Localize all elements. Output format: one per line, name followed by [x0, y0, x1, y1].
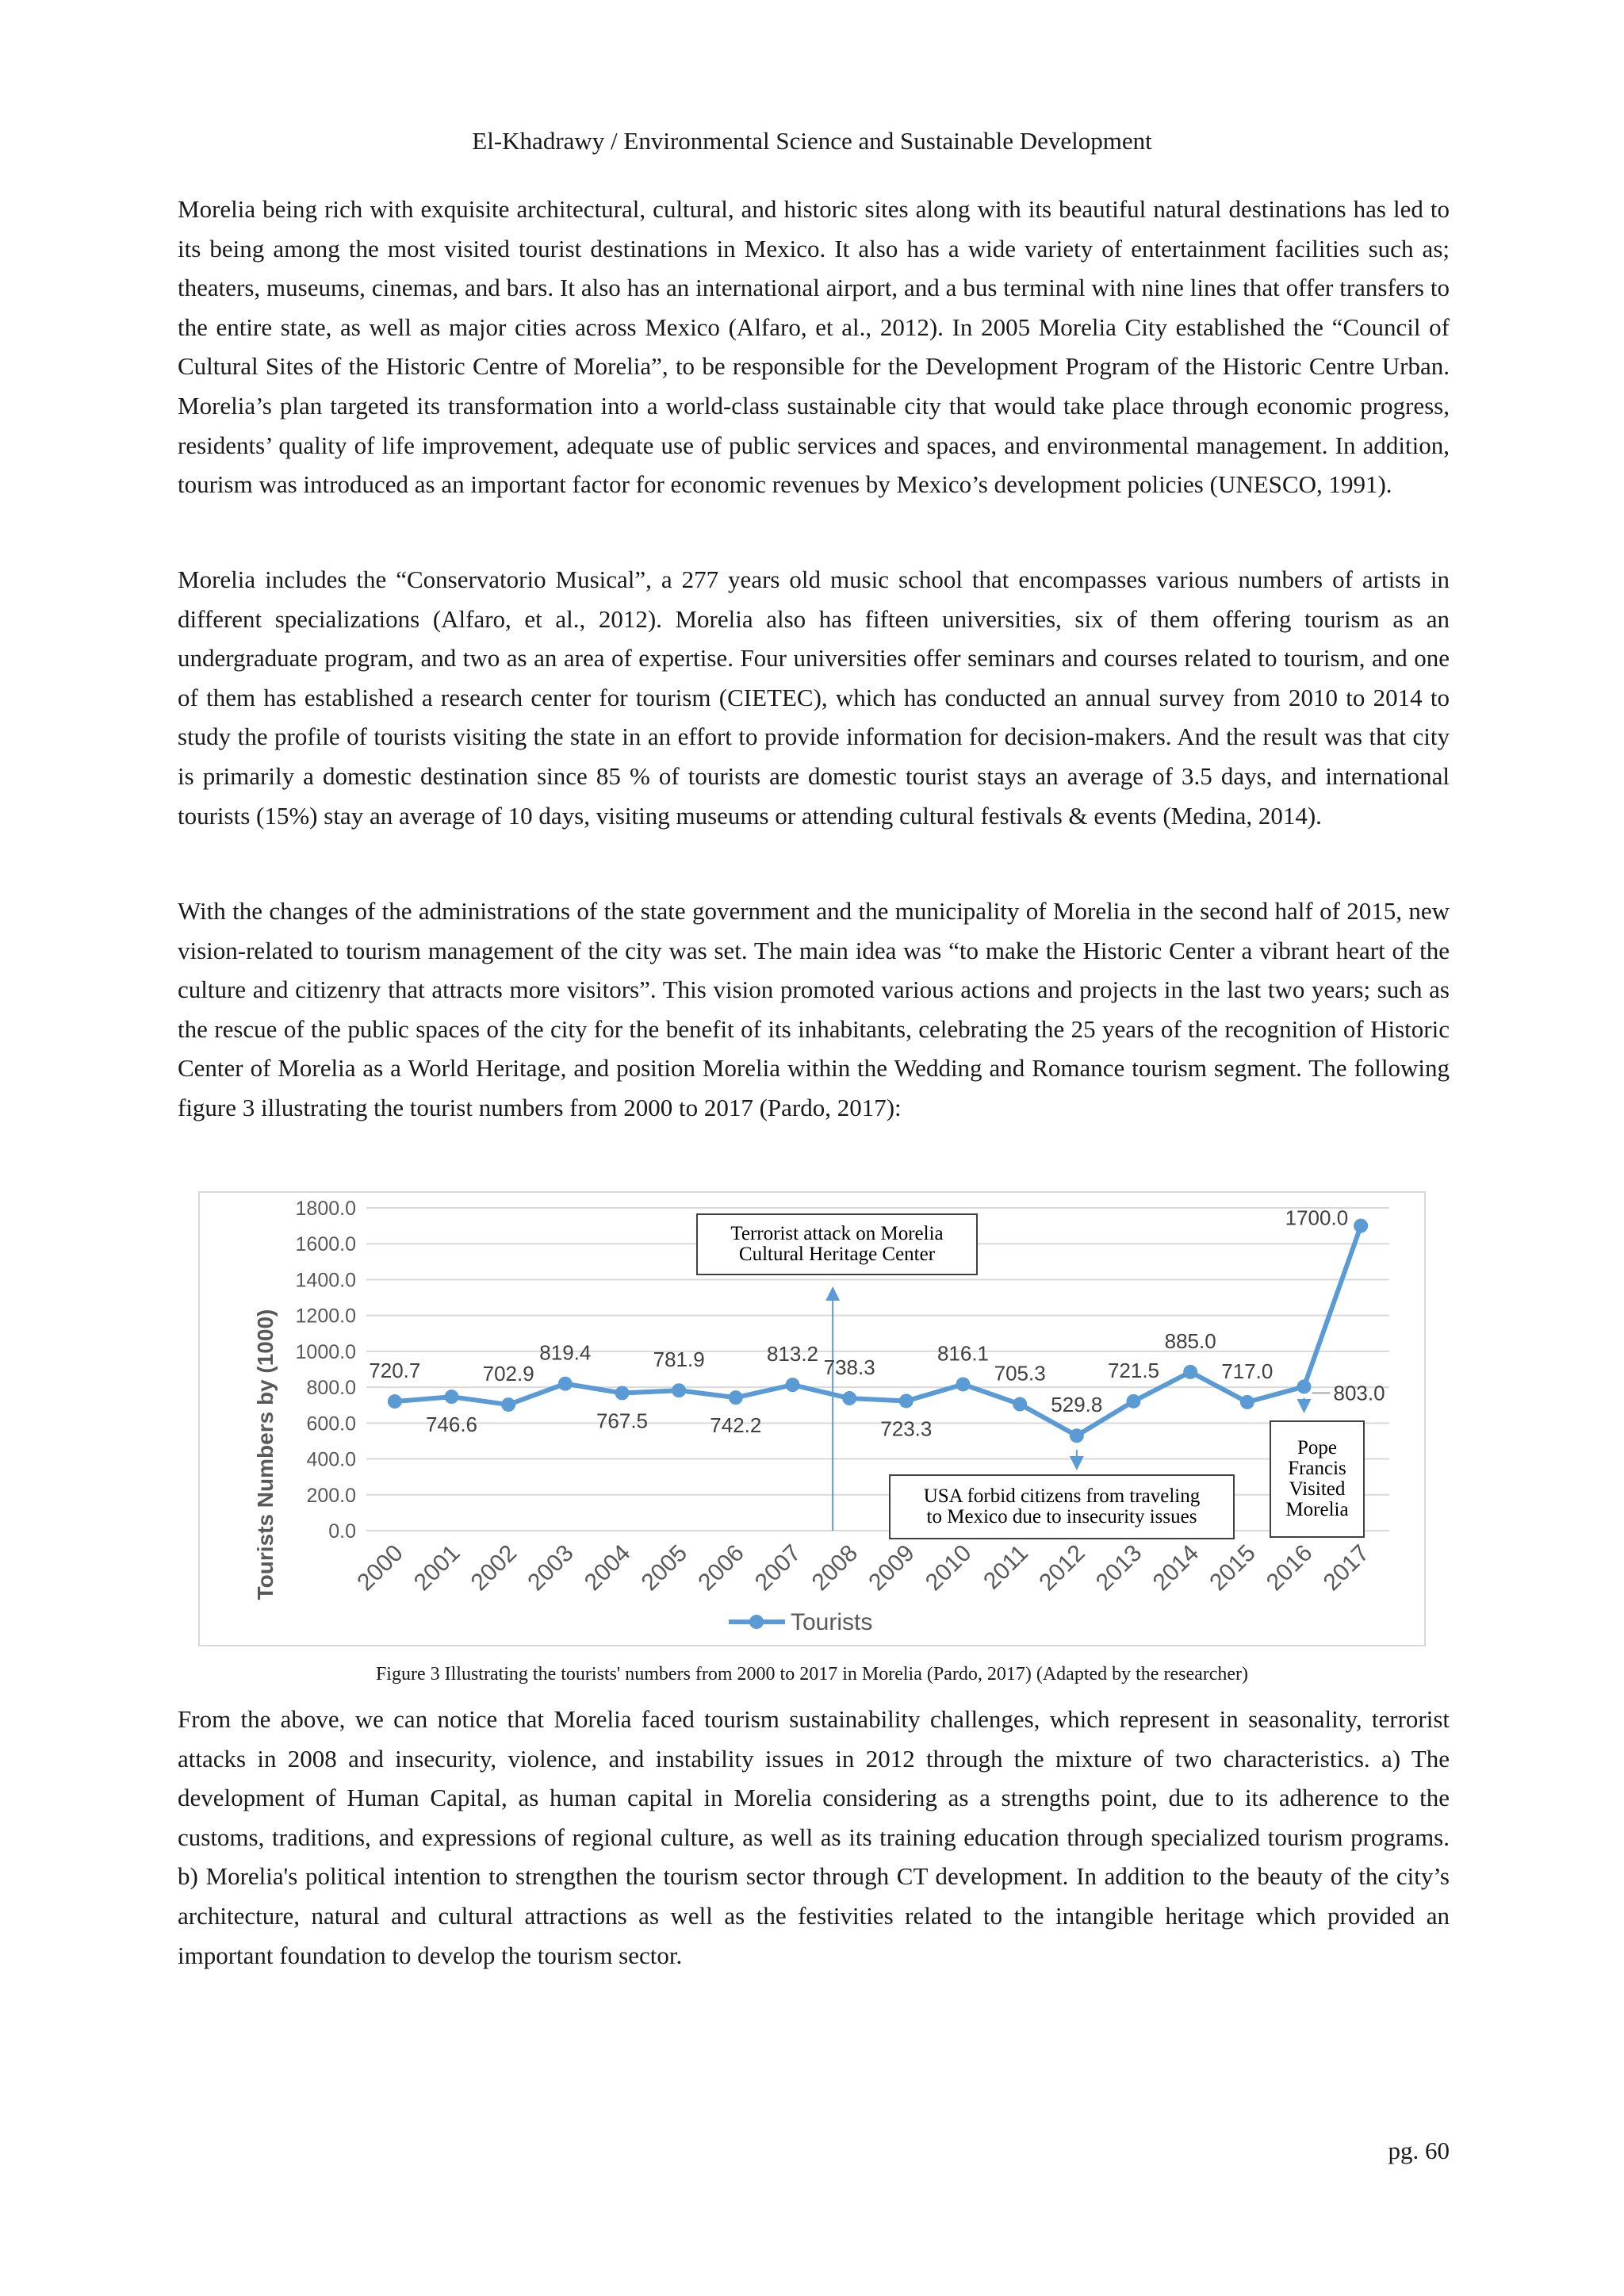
annotation-box-2016-text: Morelia [1285, 1499, 1349, 1520]
data-point [1354, 1219, 1368, 1233]
y-tick-label: 1200.0 [295, 1305, 356, 1328]
y-tick-label: 1800.0 [295, 1198, 356, 1220]
data-point [899, 1393, 914, 1408]
annotation-box-2008-text: Terrorist attack on Morelia [730, 1223, 944, 1244]
data-point [1297, 1379, 1312, 1393]
data-label: 721.5 [1107, 1358, 1160, 1382]
x-tick-label: 2008 [806, 1539, 864, 1596]
data-label: 742.2 [710, 1413, 762, 1438]
annotation-box-2012-text: to Mexico due to insecurity issues [926, 1506, 1197, 1527]
x-tick-label: 2006 [693, 1539, 749, 1596]
x-tick-label: 2007 [749, 1539, 806, 1596]
paragraph-1: Morelia being rich with exquisite architectural, cultural, and historic sites along with its beautiful natural destinations has led to its being among the most visited tourist destinations in Mexico. It also has a wide variety of entertainment facilities such as; theaters, museums, cinemas, and bars. It also has an international airport, and a bus terminal with nine lines that offer transfers to the entire state, as well as major cities across Mexico (Alfaro, et al., 2012). In 2005 Morelia City established the “Council of Cultural Sites of the Historic Centre of Morelia”, to be responsible for the Development Program of the Historic Centre Urban. Morelia’s plan targeted its transformation into a world-class sustainable city that would take place through economic progress, residents’ quality of life improvement, adequate use of public services and spaces, and environmental management. In addition, tourism was introduced as an important factor for economic revenues by Mexico’s development policies (UNESCO, 1991). [178, 195, 1450, 499]
data-point [1070, 1428, 1084, 1443]
data-point [842, 1391, 856, 1405]
x-tick-label: 2016 [1261, 1539, 1318, 1596]
x-tick-label: 2002 [465, 1539, 523, 1596]
annotation-box-2008-text: Cultural Heritage Center [738, 1244, 936, 1265]
x-tick-label: 2001 [408, 1539, 465, 1596]
data-label: 767.5 [596, 1409, 649, 1433]
annotation-arrow-2008-head [825, 1286, 840, 1301]
data-label: 803.0 [1333, 1381, 1385, 1405]
x-tick-label: 2009 [864, 1539, 920, 1596]
y-tick-label: 1600.0 [295, 1233, 356, 1256]
y-tick-label: 600.0 [306, 1412, 356, 1435]
y-axis-label: Tourists Numbers by (1000) [253, 1309, 278, 1600]
annotation-box-2016-text: Visited [1289, 1478, 1346, 1500]
data-label: 781.9 [653, 1347, 705, 1372]
paragraph-2: Morelia includes the “Conservatorio Musical”, a 277 years old music school that encompasses various numbers of artists in different specializations (Alfaro, et al., 2012). Morelia also has fifteen universities, six of them offering tourism as an undergraduate program, and two as an area of expertise. Four universities offer seminars and courses related to tourism, and one of them has established a research center for tourism (CIETEC), which has conducted an annual survey from 2010 to 2014 to study the profile of tourists visiting the state in an effort to provide information for decision-makers. And the result was that city is primarily a domestic destination since 85 % of tourists are domestic tourist stays an average of 3.5 days, and international tourists (15%) stay an average of 10 days, visiting museums or attending cultural festivals & events (Medina, 2014). [178, 565, 1450, 830]
data-point [1127, 1394, 1141, 1409]
x-tick-label: 2010 [920, 1539, 977, 1596]
data-label: 746.6 [425, 1412, 478, 1437]
annotation-box-2016-text: Pope [1297, 1437, 1337, 1458]
data-label: 738.3 [823, 1355, 875, 1380]
data-point [1240, 1395, 1254, 1409]
data-point [1183, 1365, 1197, 1379]
paragraph-3: With the changes of the administrations of the state government and the municipality of Morelia in the second half of 2015, new vision-related to tourism management of the city was set. The main idea was “to make the Historic Center a vibrant heart of the culture and citizenry that attracts more visitors”. This vision promoted various actions and projects in the last two years; such as the rescue of the public spaces of the city for the benefit of its inhabitants, celebrating the 25 years of the recognition of Historic Center of Morelia as a World Heritage, and position Morelia within the Wedding and Romance tourism segment. The following figure 3 illustrating the tourist numbers from 2000 to 2017 (Pardo, 2017): [178, 897, 1450, 1121]
x-tick-label: 2000 [352, 1539, 408, 1596]
running-header: El-Khadrawy / Environmental Science and Sustainable Development [472, 127, 1152, 155]
x-tick-label: 2003 [523, 1539, 579, 1596]
x-tick-label: 2005 [636, 1539, 693, 1596]
y-tick-label: 200.0 [306, 1484, 356, 1507]
legend-label-tourists: Tourists [791, 1609, 873, 1635]
y-tick-label: 400.0 [306, 1448, 356, 1471]
y-tick-label: 0.0 [328, 1520, 356, 1543]
data-point [1013, 1397, 1027, 1412]
legend-marker [749, 1615, 764, 1629]
figure-caption: Figure 3 Illustrating the tourists' numbers from 2000 to 2017 in Morelia (Pardo, 2017) (Adapted by the researcher) [375, 1664, 1249, 1685]
y-tick-label: 1000.0 [295, 1340, 356, 1363]
data-point [672, 1383, 686, 1397]
data-label: 1700.0 [1285, 1205, 1349, 1230]
annotation-arrow-2016-head [1297, 1399, 1312, 1413]
data-label: 717.0 [1221, 1359, 1274, 1383]
data-point [501, 1397, 515, 1412]
tourists-line-chart [200, 1193, 1427, 1648]
data-label: 816.1 [936, 1341, 990, 1366]
data-label: 702.9 [482, 1362, 534, 1386]
data-point [558, 1377, 573, 1391]
data-point [729, 1390, 743, 1405]
y-tick-label: 1400.0 [295, 1269, 356, 1292]
data-label: 819.4 [539, 1340, 592, 1365]
figure-3 [198, 1191, 1426, 1646]
paragraph-4: From the above, we can notice that Morelia faced tourism sustainability challenges, which represent in seasonality, terrorist attacks in 2008 and insecurity, violence, and instability issues in 2012 through the mixture of two characteristics. a) The development of Human Capital, as human capital in Morelia considering as a strengths point, due to its adherence to the customs, traditions, and expressions of regional culture, as well as its training education through specialized tourism programs. b) Morelia's political intention to strengthen the tourism sector through CT development. In addition to the beauty of the city’s architecture, natural and cultural attractions as well as the festivities related to the intangible heritage which provided an important foundation to develop the tourism sector. [178, 1705, 1450, 1969]
data-label: 723.3 [880, 1416, 933, 1441]
x-tick-label: 2014 [1147, 1539, 1205, 1596]
annotation-arrow-2012-head [1070, 1456, 1084, 1470]
x-tick-label: 2011 [979, 1539, 1034, 1595]
x-tick-label: 2012 [1034, 1539, 1090, 1596]
page-number: pg. 60 [1388, 2137, 1450, 2164]
data-point [615, 1386, 630, 1400]
x-tick-label: 2013 [1090, 1539, 1147, 1596]
chart-legend [729, 1609, 872, 1635]
data-point [786, 1378, 800, 1392]
annotation-box-2016-text: Francis [1288, 1458, 1346, 1479]
x-tick-label: 2017 [1318, 1539, 1375, 1596]
data-point [388, 1394, 402, 1409]
data-point [445, 1389, 459, 1404]
data-label: 720.7 [369, 1359, 421, 1383]
y-tick-label: 800.0 [306, 1377, 356, 1400]
annotation-box-2012-text: USA forbid citizens from traveling [923, 1485, 1201, 1507]
data-label: 705.3 [994, 1361, 1046, 1386]
data-label: 529.8 [1051, 1393, 1103, 1417]
x-tick-label: 2004 [579, 1539, 636, 1596]
data-label: 885.0 [1164, 1328, 1216, 1353]
x-tick-label: 2015 [1205, 1539, 1261, 1596]
data-label: 813.2 [766, 1342, 819, 1366]
data-point [956, 1377, 971, 1391]
